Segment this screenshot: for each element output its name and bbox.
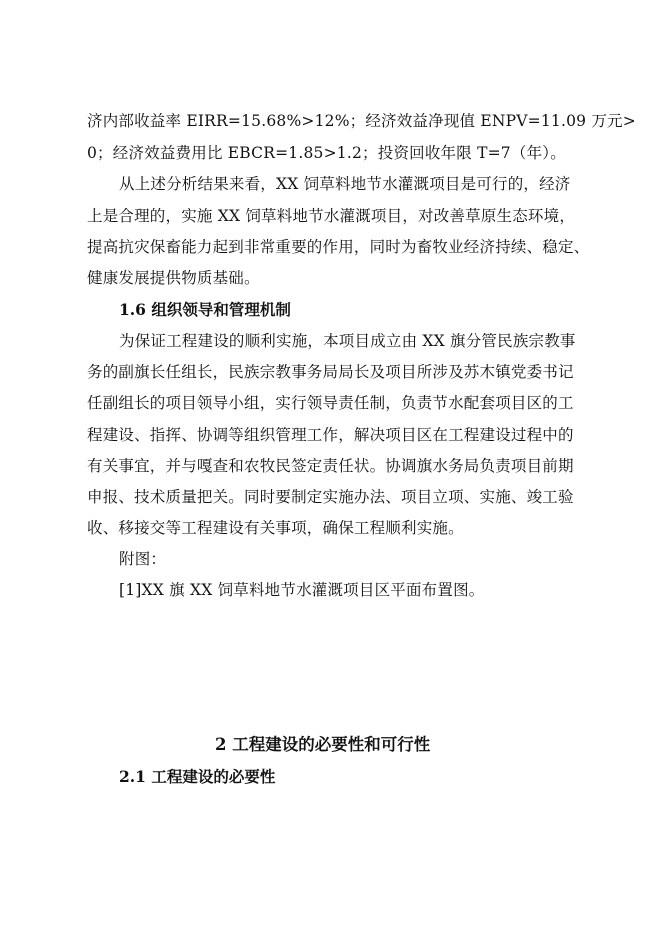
- paragraph-line: 申报、技术质量把关。同时要制定实施办法、项目立项、实施、竣工验: [87, 488, 574, 506]
- paragraph-line: 程建设、指挥、协调等组织管理工作，解决项目区在工程建设过程中的: [87, 426, 574, 444]
- chapter-heading-2: 2 工程建设的必要性和可行性: [215, 735, 431, 754]
- paragraph-line: 济内部收益率 EIRR=15.68%>12%；经济效益净现值 ENPV=11.09 万元>: [87, 112, 636, 130]
- paragraph-line: 上是合理的，实施 XX 饲草料地节水灌溉项目，对改善草原生态环境，: [87, 207, 576, 225]
- appendix-label: 附图：: [119, 550, 167, 568]
- paragraph-line: 为保证工程建设的顺利实施，本项目成立由 XX 旗分管民族宗教事: [119, 332, 576, 350]
- paragraph-line: 0；经济效益费用比 EBCR=1.85>1.2；投资回收年限 T=7（年）。: [87, 144, 566, 162]
- paragraph-line: 收、移接交等工程建设有关事项，确保工程顺利实施。: [87, 519, 464, 537]
- section-heading-1-6: 1.6 组织领导和管理机制: [119, 300, 291, 319]
- paragraph-line: 从上述分析结果来看，XX 饲草料地节水灌溉项目是可行的，经济: [119, 175, 571, 193]
- paragraph-line: 提高抗灾保畜能力起到非常重要的作用，同时为畜牧业经济持续、稳定、: [87, 238, 590, 256]
- section-heading-2-1: 2.1 工程建设的必要性: [119, 767, 276, 786]
- paragraph-line: 务的副旗长任组长，民族宗教事务局局长及项目所涉及苏木镇党委书记: [87, 363, 574, 381]
- paragraph-line: 健康发展提供物质基础。: [87, 269, 260, 287]
- appendix-item: [1]XX 旗 XX 饲草料地节水灌溉项目区平面布置图。: [119, 581, 485, 599]
- paragraph-line: 有关事宜，并与嘎查和农牧民签定责任状。协调旗水务局负责项目前期: [87, 457, 574, 475]
- paragraph-line: 任副组长的项目领导小组，实行领导责任制，负责节水配套项目区的工: [87, 394, 574, 412]
